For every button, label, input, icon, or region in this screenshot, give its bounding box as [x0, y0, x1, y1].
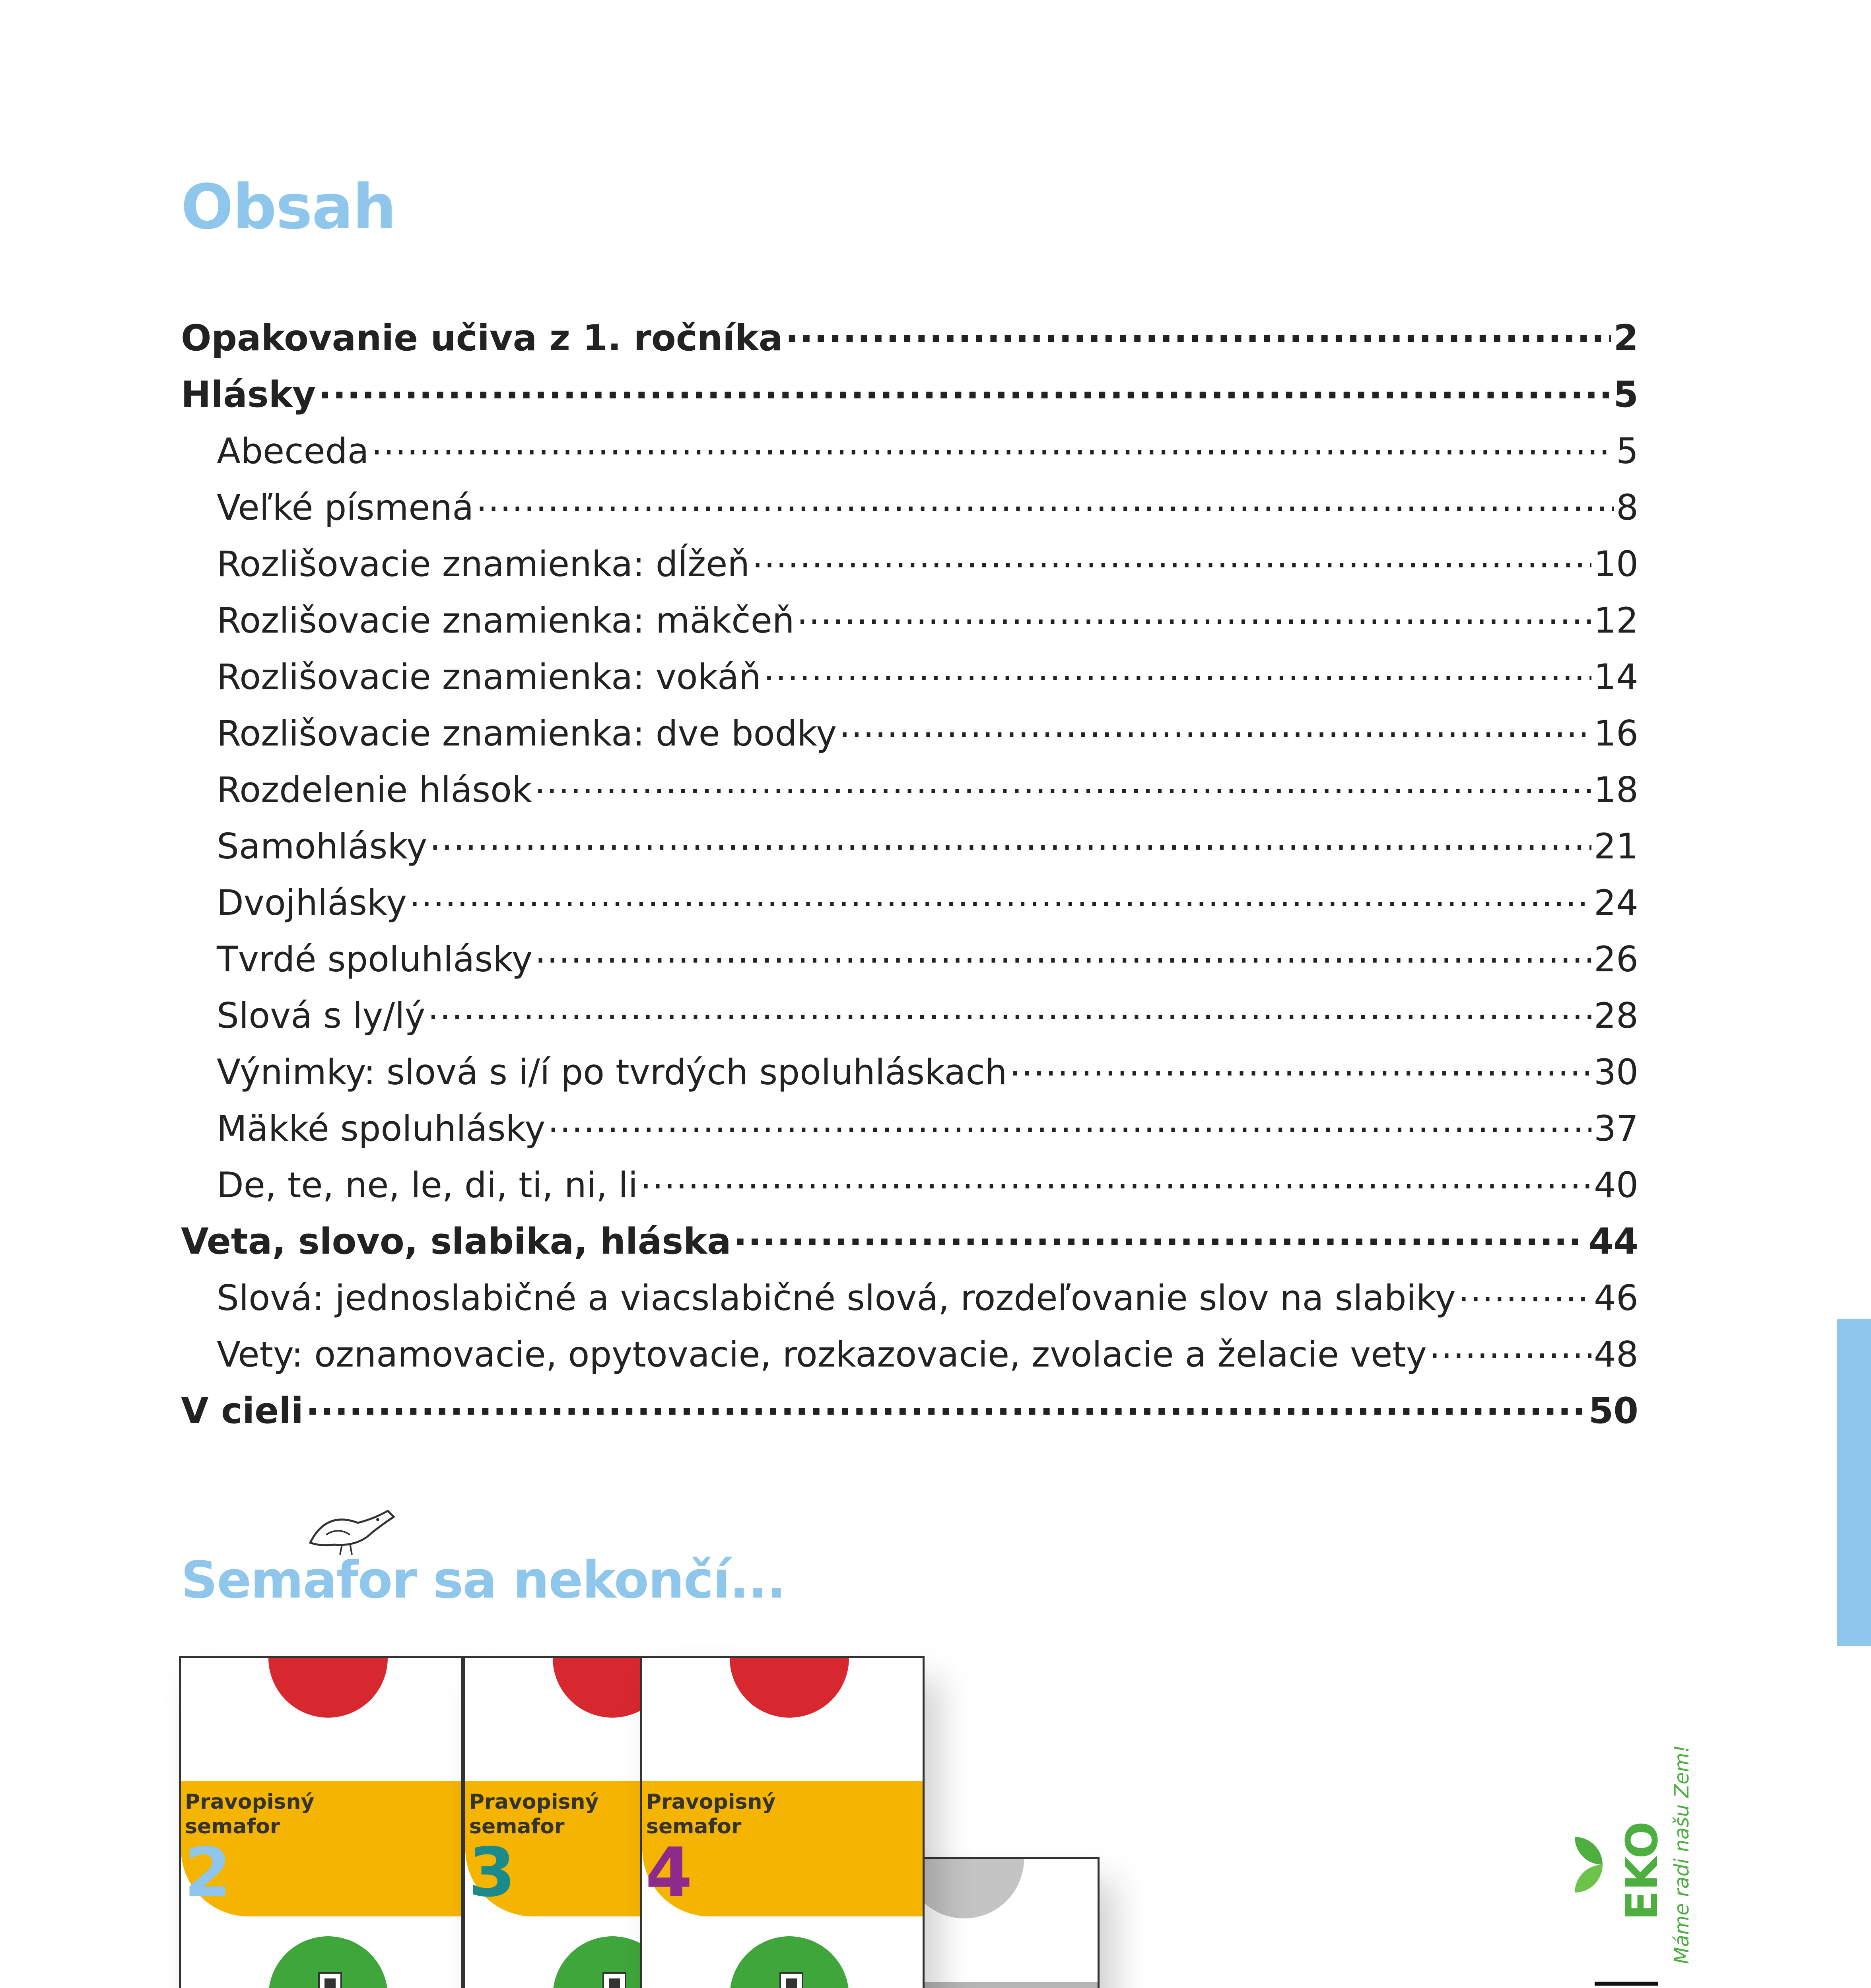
toc-entry-page: 16	[1594, 713, 1638, 754]
cover-title: Pravopisný	[469, 1790, 599, 1814]
toc-entry-page: 5	[1613, 374, 1638, 415]
toc-entry-title: Rozlišovacie znamienka: vokáň	[217, 656, 761, 697]
toc-entry-title: Veľké písmená	[217, 487, 474, 528]
dot-leader	[318, 371, 1611, 407]
toc-entry-page: 14	[1594, 656, 1638, 697]
toc-entry	[181, 705, 1638, 762]
bird-illustration	[302, 1495, 398, 1559]
toc-entry-title: Slová s ly/lý	[217, 995, 425, 1036]
table-of-contents	[181, 310, 1638, 1439]
cover-grade-number: 3	[468, 1833, 516, 1912]
toc-entry-page: 24	[1594, 882, 1638, 923]
toc-entry	[181, 310, 1638, 367]
toc-entry-title: Rozlišovacie znamienka: dĺžeň	[217, 544, 750, 584]
toc-entry-title: Vety: oznamovacie, opytovacie, rozkazovacie, zvolacie a želacie vety	[217, 1334, 1427, 1375]
toc-entry-title: Rozlišovacie znamienka: mäkčeň	[217, 600, 795, 641]
toc-entry-page: 40	[1594, 1165, 1638, 1206]
cover-author: Ingrid Jančiarová	[485, 1710, 561, 1719]
toc-entry-page: 28	[1594, 995, 1638, 1036]
cover-disc-top	[730, 1656, 849, 1718]
toc-entry	[181, 649, 1638, 705]
toc-entry-title: Veta, slovo, slabika, hláska	[181, 1221, 731, 1262]
toc-entry	[181, 762, 1638, 818]
toc-entry	[181, 1213, 1638, 1270]
dot-leader	[640, 1162, 1591, 1197]
dot-leader	[785, 315, 1611, 350]
publisher-logo-icon	[602, 1972, 626, 1988]
toc-entry	[181, 1326, 1638, 1383]
book-cover	[640, 1656, 925, 1988]
dot-leader	[548, 1106, 1591, 1141]
cover-grade-number: 4	[645, 1833, 693, 1912]
series-heading: Semafor sa nekončí...	[181, 1551, 785, 1610]
dot-leader	[1458, 1275, 1591, 1310]
dot-leader	[752, 541, 1591, 576]
toc-entry	[181, 480, 1638, 536]
cover-title: Pravopisný	[646, 1790, 776, 1814]
toc-entry-title: Rozdelenie hlások	[217, 769, 532, 810]
toc-entry-page: 12	[1594, 600, 1638, 641]
dot-leader	[535, 936, 1591, 971]
toc-entry-title: V cieli	[181, 1390, 303, 1432]
toc-entry-title: Dvojhlásky	[217, 882, 407, 923]
dot-leader	[734, 1218, 1586, 1254]
dot-leader	[409, 880, 1591, 915]
toc-entry	[181, 423, 1638, 480]
dot-leader	[306, 1387, 1586, 1423]
cover-title: semafor	[185, 1815, 280, 1839]
dot-leader	[1010, 1049, 1591, 1084]
toc-entry-title: Slová: jednoslabičné a viacslabičné slová, rozdeľovanie slov na slabiky	[217, 1277, 1456, 1318]
toc-entry-page: 37	[1594, 1108, 1638, 1149]
dot-leader	[371, 428, 1614, 463]
cover-grade-number: 2	[184, 1833, 231, 1912]
toc-entry-title: Mäkké spoluhlásky	[217, 1108, 546, 1149]
toc-entry-page: 18	[1594, 769, 1638, 810]
toc-entry	[181, 367, 1638, 423]
toc-entry-page: 10	[1594, 544, 1638, 584]
cover-title: Pravopisný	[185, 1790, 315, 1814]
side-tab-marker	[1837, 1319, 1871, 1646]
dot-leader	[839, 711, 1591, 746]
dot-leader	[797, 598, 1591, 633]
toc-entry-page: 44	[1588, 1221, 1638, 1262]
toc-entry-page: 5	[1616, 431, 1638, 472]
toc-entry-page: 8	[1616, 487, 1638, 528]
publisher-logo-icon	[779, 1972, 803, 1988]
toc-entry	[181, 1044, 1638, 1101]
toc-entry-title: Abeceda	[217, 431, 369, 472]
dot-leader	[429, 823, 1591, 858]
publisher-logo-icon	[318, 1972, 342, 1988]
toc-entry	[181, 988, 1638, 1044]
toc-entry	[181, 1101, 1638, 1157]
cover-title: semafor	[469, 1815, 565, 1839]
toc-entry-title: De, te, ne, le, di, ti, ni, li	[217, 1165, 638, 1206]
toc-entry-page: 50	[1588, 1390, 1638, 1432]
toc-entry	[181, 592, 1638, 649]
toc-entry	[181, 1157, 1638, 1213]
toc-entry-page: 30	[1594, 1052, 1638, 1093]
book-cover	[179, 1656, 463, 1988]
toc-entry-page: 48	[1594, 1334, 1638, 1375]
toc-entry-title: Opakovanie učiva z 1. ročníka	[181, 317, 783, 359]
toc-entry-page: 21	[1594, 826, 1638, 867]
cover-author: Ingrid Jančiarová	[662, 1710, 738, 1719]
toc-entry-page: 2	[1613, 317, 1638, 359]
toc-entry-title: Rozlišovacie znamienka: dve bodky	[217, 713, 837, 754]
toc-entry	[181, 536, 1638, 592]
eco-badge	[1571, 1745, 1722, 1980]
leaf-icon	[1575, 1837, 1603, 1865]
leaf-icon	[1575, 1865, 1603, 1893]
toc-entry-page: 26	[1594, 939, 1638, 980]
toc-entry-title: Tvrdé spoluhlásky	[217, 939, 533, 980]
dot-leader	[764, 654, 1591, 689]
toc-entry-title: Výnimky: slová s i/í po tvrdých spoluhláskach	[217, 1052, 1007, 1093]
toc-entry	[181, 875, 1638, 931]
eco-label: EKO	[1616, 1821, 1667, 1920]
toc-entry	[181, 1270, 1638, 1326]
dot-leader	[428, 993, 1591, 1028]
cover-title: semafor	[646, 1815, 742, 1839]
toc-entry	[181, 931, 1638, 988]
barcode-icon	[1595, 1980, 1658, 1988]
dot-leader	[534, 767, 1591, 802]
cover-author: Ingrid Jančiarová	[201, 1710, 277, 1719]
toc-entry	[181, 1383, 1638, 1439]
toc-entry	[181, 818, 1638, 875]
toc-heading: Obsah	[181, 171, 396, 243]
toc-entry-page: 46	[1594, 1277, 1638, 1318]
cover-disc-top	[268, 1656, 388, 1718]
dot-leader	[476, 485, 1614, 520]
toc-entry-title: Hlásky	[181, 374, 316, 415]
isbn-barcode	[1551, 1980, 1694, 1988]
toc-entry-title: Samohlásky	[217, 826, 427, 867]
eco-slogan: Máme radi našu Zem!	[1670, 1745, 1693, 1964]
dot-leader	[1429, 1332, 1591, 1367]
